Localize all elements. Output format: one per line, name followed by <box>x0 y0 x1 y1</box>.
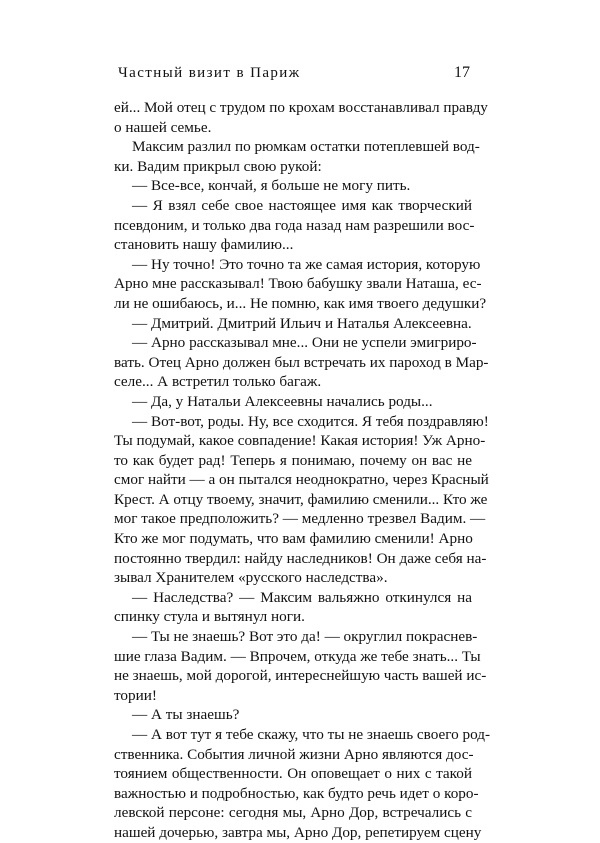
text-line: — Вот-вот, роды. Ну, все сходится. Я тебя поздравляю! <box>132 412 489 430</box>
page-number: 17 <box>454 64 470 81</box>
text-line: ки. Вадим прикрыл свою рукой: <box>114 157 322 175</box>
text-line: — Дмитрий. Дмитрий Ильич и Наталья Алексеевна. <box>132 314 472 332</box>
text-line: — Да, у Натальи Алексеевны начались роды... <box>132 392 433 410</box>
text-line: смог найти — а он пытался неоднократно, через Красный <box>114 471 489 489</box>
text-line: Ты подумай, какое совпадение! Какая история! Уж Арно- <box>114 432 486 450</box>
text-line: тоянием общественности. Он оповещает о них с такой <box>114 765 472 783</box>
text-line: Максим разлил по рюмкам остатки потеплевшей вод- <box>132 138 480 156</box>
text-line: постоянно твердил: найду наследников! Он даже себя на- <box>114 549 487 567</box>
text-line: левской персоне: сегодня мы, Арно Дор, встречались с <box>114 804 472 822</box>
text-line: ли не ошибаюсь, и... Не помню, как имя твоего дедушки? <box>114 294 487 312</box>
text-line: зывал Хранителем «русского наследства». <box>114 569 388 587</box>
text-line: селе... А встретил только багаж. <box>114 373 322 391</box>
body-text <box>114 98 491 843</box>
text-line: — Ну точно! Это точно та же самая история, которую <box>132 255 481 273</box>
text-line: ственника. События личной жизни Арно являются дос- <box>114 745 474 763</box>
text-line: — Наследства? — Максим вальяжно откинулся на <box>132 588 472 606</box>
text-line: Арно мне рассказывал! Твою бабушку звали Наташа, ес- <box>114 275 482 293</box>
text-line: вать. Отец Арно должен был встречать их пароход в Мар- <box>114 353 489 371</box>
text-line: важностью и подробностью, как будто речь идет о коро- <box>114 784 479 802</box>
text-line: ей... Мой отец с трудом по крохам восстанавливал правду <box>114 99 488 116</box>
text-line: не знаешь, мой дорогой, интереснейшую часть вашей ис- <box>114 667 487 685</box>
text-line: нашей дочерью, завтра мы, Арно Дор, репетируем сцену <box>114 823 482 841</box>
text-line: спинку стула и вытянул ноги. <box>114 608 305 626</box>
text-line: тории! <box>114 686 157 704</box>
running-head <box>118 62 470 84</box>
running-title: Частный визит в Париж <box>118 65 301 81</box>
text-line: — А вот тут я тебе скажу, что ты не знаешь своего род- <box>132 726 491 743</box>
text-line: — А ты знаешь? <box>132 706 240 724</box>
text-line: становить нашу фамилию... <box>114 236 294 254</box>
text-line: Крест. А отцу твоему, значит, фамилию сменили... Кто же <box>114 490 488 508</box>
text-line: то как будет рад! Теперь я понимаю, почему он вас не <box>114 451 472 469</box>
text-line: о нашей семье. <box>114 118 212 136</box>
text-line: — Я взял себе свое настоящее имя как творческий <box>132 196 472 214</box>
text-line: мог такое предположить? — медленно трезвел Вадим. — <box>114 510 486 528</box>
text-line: псевдоним, и только два года назад нам разрешили вос- <box>114 216 475 234</box>
text-line: — Арно рассказывал мне... Они не успели эмигриро- <box>132 334 477 352</box>
text-line: шие глаза Вадим. — Впрочем, откуда же тебе знать... Ты <box>114 647 481 665</box>
text-line: Кто же мог подумать, что вам фамилию сменили! Арно <box>114 530 473 548</box>
text-line: — Все-все, кончай, я больше не могу пить. <box>132 177 411 195</box>
text-line: — Ты не знаешь? Вот это да! — округлил покраснев- <box>132 628 478 646</box>
